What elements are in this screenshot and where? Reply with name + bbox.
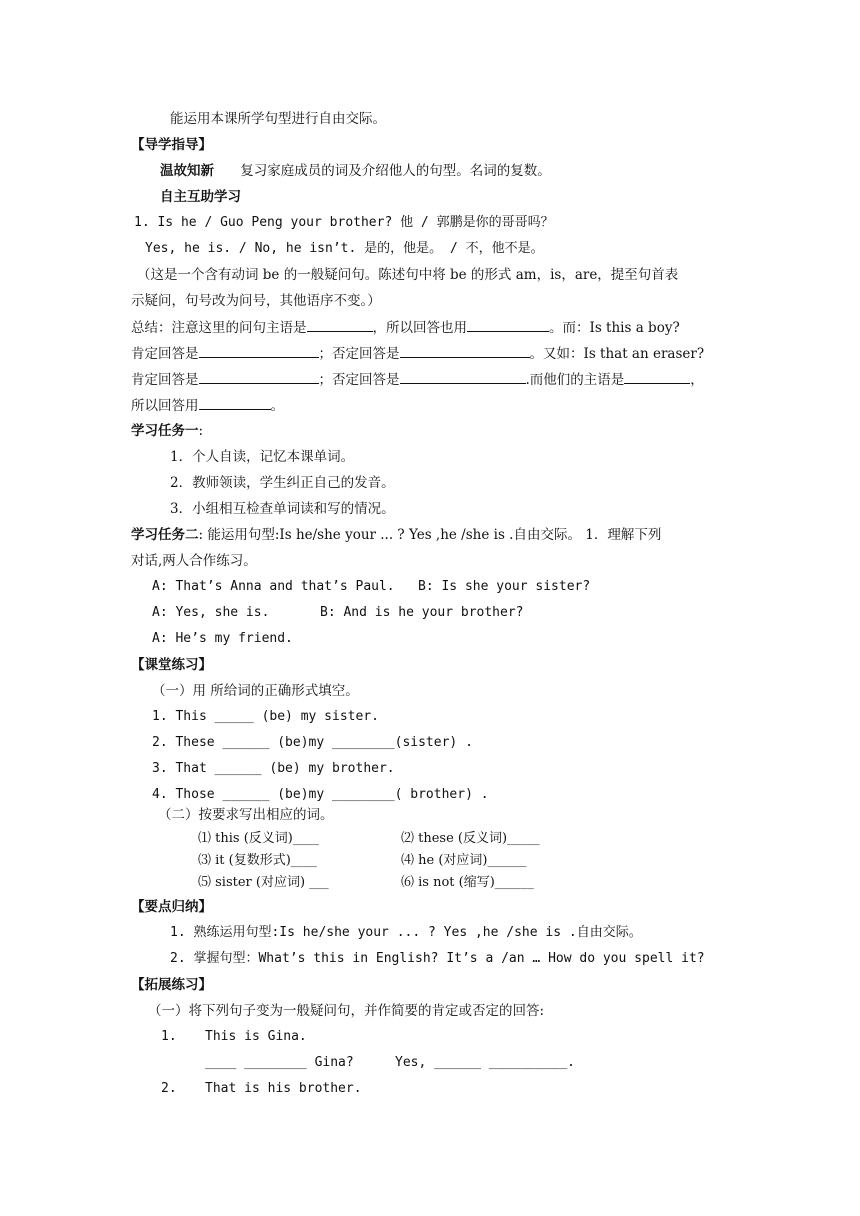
summary-text: ，所以回答也用 [372,320,467,336]
dialog-line: A: That’s Anna and that’s Paul. [152,579,395,594]
review-text: 复习家庭成员的词及介绍他人的句型。名词的复数。 [240,163,551,179]
key-point-item: 2. 掌握句型：What’s this in English? It’s a /an … How do you spell it? [170,951,705,966]
dialog-line: B: Is she your sister? [418,579,591,594]
task1-heading-line [131,422,203,440]
practice-part1-title: （一）用 所给词的正确形式填空。 [152,683,359,699]
word-item: ⑵ these (反义词)_____ [401,831,540,846]
task1-heading: 学习任务一 [131,423,199,439]
summary-line-2 [131,344,704,363]
answer-blank[interactable] [400,344,530,358]
dialog-line: A: He’s my friend. [152,631,293,646]
guide-heading: 【导学指导】 [131,137,212,153]
note-line-1: （这是一个含有动词 be 的一般疑问句。陈述句中将 be 的形式 am，is，are，提至句首表 [137,267,679,283]
task1-item: 1．个人自读，记忆本课单词。 [170,449,355,465]
practice-part2-title: （二）按要求写出相应的词。 [158,807,334,823]
extension-heading: 【拓展练习】 [131,977,212,993]
answer-blank[interactable] [199,396,271,410]
key-points-heading: 【要点归纳】 [131,899,212,915]
summary-text: 肯定回答是 [131,346,199,362]
summary-line-3 [131,370,704,389]
extension-q1-question-blank: ____ ________ Gina? [205,1055,354,1070]
self-study-label: 自主互助学习 [160,189,241,205]
word-item: ⑹ is not (缩写)______ [401,875,534,890]
word-item: ⑸ sister (对应词) ___ [198,875,329,890]
summary-text: 。而：Is this a boy? [549,320,680,336]
summary-text: 肯定回答是 [131,372,199,388]
fill-item: 3. That ______ (be) my brother. [152,761,395,776]
summary-text: ， [690,372,704,388]
fill-item: 4. Those ______ (be)my ________( brother) . [152,787,489,802]
word-item: ⑷ he (对应词)______ [401,853,527,868]
summary-line-1 [131,318,680,337]
task1-item: 2．教师领读，学生纠正自己的发音。 [170,475,395,491]
fill-item: 1. This _____ (be) my sister. [152,709,379,724]
task2-line-2: 对话,两人合作练习。 [131,553,257,569]
summary-text: ；否定回答是 [318,346,400,362]
word-item: ⑴ this (反义词)____ [198,831,319,846]
extension-q1-number: 1. [161,1029,177,1044]
summary-text: 总结：注意这里的问句主语是 [131,320,307,336]
extension-title: （一）将下列句子变为一般疑问句，并作简要的肯定或否定的回答: [148,1003,545,1019]
answer-blank[interactable] [307,318,373,332]
extension-q1-answer-blank: Yes, ______ __________. [395,1055,576,1070]
practice-heading: 【课堂练习】 [131,657,212,673]
dialog-line: A: Yes, she is. [152,605,270,620]
review-line [160,162,551,180]
answer-blank[interactable] [199,370,319,384]
answer-blank[interactable] [400,370,526,384]
summary-text: 。 [270,398,284,414]
fill-item: 2. These ______ (be)my ________(sister) . [152,735,473,750]
summary-text: ；否定回答是 [318,372,400,388]
intro-line: 能运用本课所学句型进行自由交际。 [170,111,386,127]
question-1: 1. Is he / Guo Peng your brother? 他 / 郭鹏是你的哥哥吗？ [134,215,554,230]
word-item: ⑶ it (复数形式)____ [198,853,317,868]
summary-text: 。又如：Is that an eraser? [529,346,705,362]
note-line-2: 示疑问，句号改为问号，其他语序不变。） [131,293,381,309]
extension-q1-text: This is Gina. [205,1029,307,1044]
task1-colon: : [198,423,204,439]
task1-item: 3．小组相互检查单词读和写的情况。 [170,501,395,517]
summary-text: 所以回答用 [131,398,199,414]
extension-q2-text: That is his brother. [205,1081,362,1096]
answer-blank[interactable] [467,318,549,332]
answer-blank[interactable] [624,370,690,384]
summary-text: .而他们的主语是 [525,372,625,388]
answer-blank[interactable] [199,344,319,358]
task2-heading: 学习任务二 [131,527,199,543]
dialog-line: B: And is he your brother? [320,605,524,620]
summary-line-4 [131,396,284,415]
review-label: 温故知新 [160,163,214,179]
extension-q2-number: 2. [161,1081,177,1096]
task2-line-1 [131,526,661,544]
key-point-item: 1. 熟练运用句型:Is he/she your ... ? Yes ,he /she is .自由交际。 [170,925,642,940]
question-1-answer: Yes, he is. / No, he isn’t. 是的，他是。 / 不，他不是。 [145,241,544,256]
task2-text: : 能运用句型:Is he/she your ... ? Yes ,he /she is .自由交际。 1．理解下列 [198,527,662,543]
